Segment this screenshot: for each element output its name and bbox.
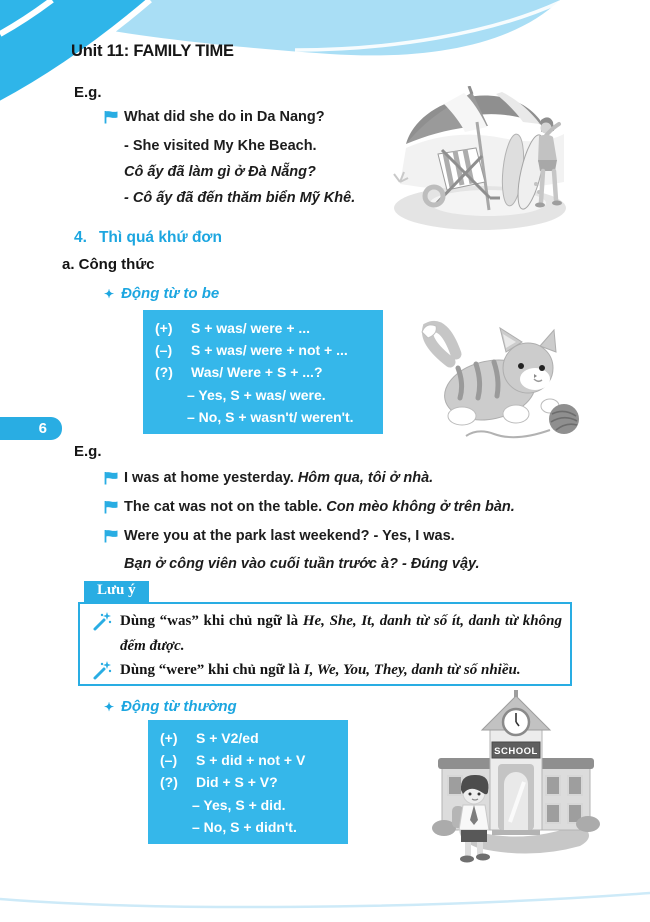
note-box [78,602,572,686]
formula-row [187,406,371,428]
example1-answer-en-text: - She visited My Khe Beach. [124,138,317,154]
bottom-wave-decoration [0,885,650,922]
cat-illustration [398,316,593,444]
formula-text: S + was/ were + not + ... [191,342,348,359]
formula-sign: (+) [155,320,173,336]
formula-sign: (?) [155,364,173,381]
section4-heading [74,229,222,247]
formula-text: S + did + not + V [196,752,306,769]
example2-label: E.g. [74,443,102,460]
example2-en: I was at home yesterday. [124,470,298,486]
formula-row [155,361,371,383]
formula-row [187,384,371,406]
school-illustration [430,690,602,868]
regular-formula-box [148,720,348,844]
tobe-heading [104,285,219,302]
magic-wand-icon [92,612,112,632]
magic-wand-icon [92,661,112,681]
note-text-italic: He, She, It, danh từ số ít, danh từ không đếm được. [120,613,562,654]
flag-icon [104,500,119,514]
formula-row [192,794,336,816]
formula-text: S + V2/ed [196,730,259,746]
formula-sign: (–) [155,342,173,359]
example1-question-vi-text: Cô ấy đã làm gì ở Đà Nẵng? [124,164,316,180]
school-sign-label: SCHOOL [494,746,538,757]
example1-answer-en [104,138,317,154]
note-text: Dùng “was” khi chủ ngữ là [120,613,303,629]
example2-line [104,499,515,515]
example1-answer-vi-text: - Cô ấy đã đến thăm biển Mỹ Khê. [124,190,356,206]
note-text-italic: I, We, You, They, danh từ số nhiều. [303,662,521,678]
example2-line [104,470,433,486]
note-label: Lưu ý [84,581,149,602]
formula-text: Was/ Were + S + ...? [191,364,323,381]
formula-text: – No, S + didn't. [192,818,297,835]
tobe-heading-label: Động từ to be [121,285,220,302]
diamond-icon: ✦ [104,700,115,714]
regular-verb-heading-label: Động từ thường [121,698,237,715]
flag-icon [104,529,119,543]
formula-row [155,317,371,339]
formula-text: Did + S + V? [196,774,278,791]
formula-sign: (+) [160,730,178,746]
example2-vi: Hôm qua, tôi ở nhà. [297,470,434,486]
note-item [80,658,570,683]
tobe-formula-box [143,310,383,434]
formula-row [160,771,336,793]
formula-text: – Yes, S + was/ were. [187,386,326,403]
example2-vi: Con mèo không ở trên bàn. [326,499,515,515]
formula-sign: (?) [160,774,178,791]
formula-row [160,727,336,749]
note-text: Dùng “were” khi chủ ngữ là [120,662,304,678]
note-item [80,609,570,659]
beach-illustration [392,86,570,234]
formula-text: – Yes, S + did. [192,796,286,813]
example1-label: E.g. [74,84,102,101]
regular-verb-heading [104,698,237,715]
section4-title: Thì quá khứ đơn [98,229,222,246]
example2-line [104,528,455,544]
example1-answer-vi [104,190,355,206]
flag-icon [104,110,119,124]
formula-sign: (–) [160,752,178,769]
formula-row [192,816,336,838]
diamond-icon: ✦ [104,287,115,301]
page-number-tab: 6 [0,417,62,440]
example1-question-en [104,109,325,125]
example2-en: Were you at the park last weekend? - Yes, I was. [124,528,455,544]
section4-number: 4. [74,229,87,246]
formula-row [155,339,371,361]
formula-text: – No, S + wasn't/ weren't. [187,408,354,425]
formula-text: S + was/ were + ... [191,320,311,336]
example2-vi: Bạn ở công viên vào cuối tuần trước à? - Đúng vậy. [124,556,480,572]
example2-line [104,556,480,572]
example1-question-en-text: What did she do in Da Nang? [124,109,325,125]
unit-title: Unit 11: FAMILY TIME [71,42,234,60]
subsection-a-label: a. Công thức [62,256,155,273]
flag-icon [104,471,119,485]
formula-row [160,749,336,771]
example1-question-vi [104,164,316,180]
example2-en: The cat was not on the table. [124,499,327,515]
